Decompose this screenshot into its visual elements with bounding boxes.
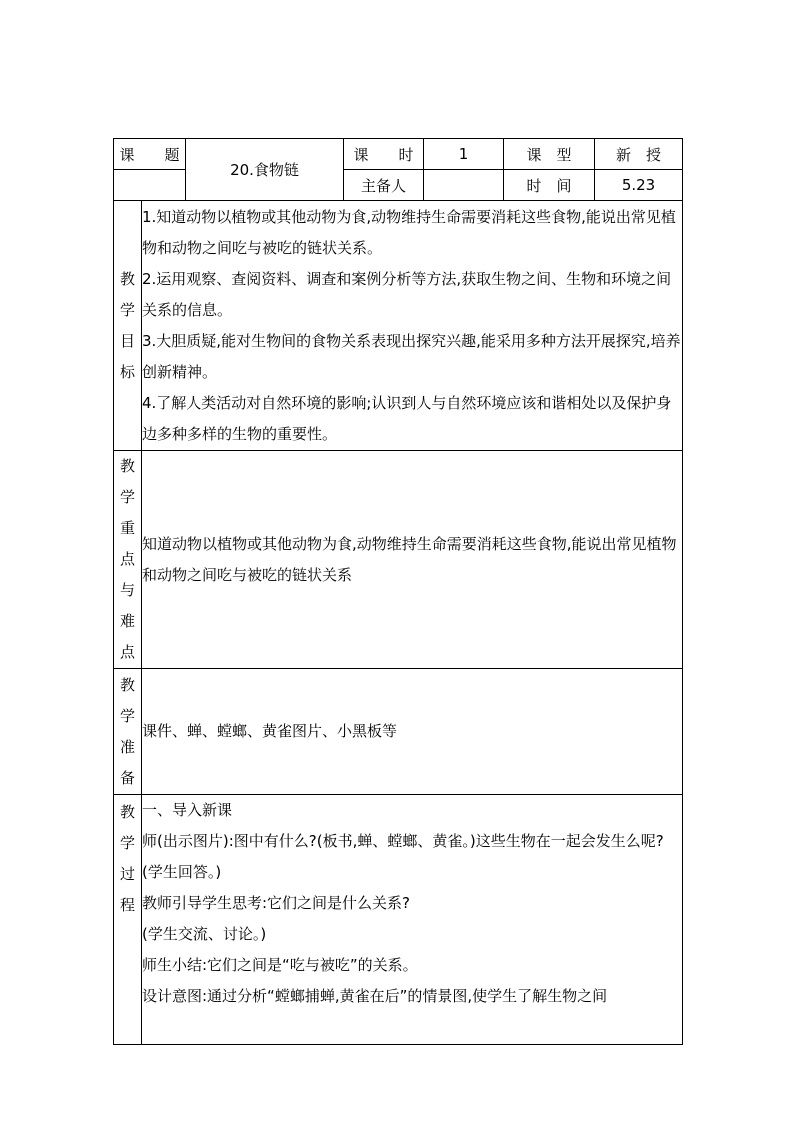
period-value: 1 xyxy=(424,139,504,170)
preparation-label-char: 学 xyxy=(119,706,135,725)
objectives-label xyxy=(114,201,142,451)
lesson-plan-table xyxy=(113,138,683,1045)
key-points-label xyxy=(114,451,142,669)
process-label-char: 教 xyxy=(119,803,135,821)
process-line: 师生小结:它们之间是“吃与被吃”的关系。 xyxy=(142,956,418,974)
process-line: (学生交流、讨论。) xyxy=(142,925,267,943)
key-points-row xyxy=(114,451,683,669)
process-line: 一、导入新课 xyxy=(142,801,233,819)
process-line: 教师引导学生思考:它们之间是什么关系? xyxy=(142,894,411,912)
objective-item: 4.了解人类活动对自然环境的影响;认识到人与自然环境应该和谐相处以及保护身边多种多样的生物的重要性。 xyxy=(142,393,672,443)
preparation-content xyxy=(142,669,683,795)
topic-label-blank xyxy=(114,170,186,201)
process-row xyxy=(114,795,683,1045)
preparer-value xyxy=(424,170,504,201)
preparer-label: 主备人 xyxy=(344,170,424,201)
key-points-label-char: 与 xyxy=(119,581,135,599)
objectives-label-char: 学 xyxy=(119,300,135,319)
objective-item: 1.知道动物以植物或其他动物为食,动物维持生命需要消耗这些食物,能说出常见植物和动物之间吃与被吃的链状关系。 xyxy=(142,207,676,257)
period-label: 课 时 xyxy=(344,139,424,170)
objectives-content xyxy=(142,201,683,451)
key-points-content xyxy=(142,451,683,669)
header-row-1 xyxy=(114,139,683,170)
process-line: (学生回答。) xyxy=(142,863,222,881)
process-content xyxy=(142,795,683,1045)
process-label-char: 过 xyxy=(119,865,135,883)
topic-value: 20.食物链 xyxy=(186,139,344,201)
preparation-label-char: 备 xyxy=(119,768,135,787)
time-label: 时 间 xyxy=(504,170,595,201)
preparation-label xyxy=(114,669,142,795)
type-label: 课 型 xyxy=(504,139,595,170)
process-label-char: 程 xyxy=(119,896,135,914)
preparation-label-char: 教 xyxy=(119,675,135,694)
process-label-char: 学 xyxy=(119,834,135,852)
process-line: 师(出示图片):图中有什么?(板书,蝉、螳螂、黄雀。)这些生物在一起会发生么呢? xyxy=(142,832,664,850)
objective-item: 3.大胆质疑,能对生物间的食物关系表现出探究兴趣,能采用多种方法开展探究,培养创新精神。 xyxy=(142,331,681,381)
objectives-label-char: 教 xyxy=(119,269,135,288)
key-points-label-char: 点 xyxy=(119,550,135,568)
time-value: 5.23 xyxy=(595,170,683,201)
process-label xyxy=(114,795,142,1045)
key-points-label-char: 点 xyxy=(119,643,135,661)
preparation-text: 课件、蝉、螳螂、黄雀图片、小黑板等 xyxy=(142,722,398,740)
key-points-label-char: 教 xyxy=(119,457,135,475)
type-value: 新 授 xyxy=(595,139,683,170)
key-points-text: 知道动物以植物或其他动物为食,动物维持生命需要消耗这些食物,能说出常见植物和动物之间吃与被吃的链状关系 xyxy=(142,534,677,584)
objectives-label-char: 目 xyxy=(119,331,135,350)
objectives-label-char: 标 xyxy=(119,362,135,381)
key-points-label-char: 学 xyxy=(119,488,135,506)
process-line: 设计意图:通过分析“螳螂捕蝉,黄雀在后”的情景图,使学生了解生物之间 xyxy=(142,987,608,1005)
topic-label: 课 题 xyxy=(114,139,186,170)
preparation-row xyxy=(114,669,683,795)
objectives-row xyxy=(114,201,683,451)
objective-item: 2.运用观察、查阅资料、调查和案例分析等方法,获取生物之间、生物和环境之间关系的信息。 xyxy=(142,269,672,319)
key-points-label-char: 难 xyxy=(119,612,135,630)
key-points-label-char: 重 xyxy=(119,519,135,537)
preparation-label-char: 准 xyxy=(119,737,135,756)
